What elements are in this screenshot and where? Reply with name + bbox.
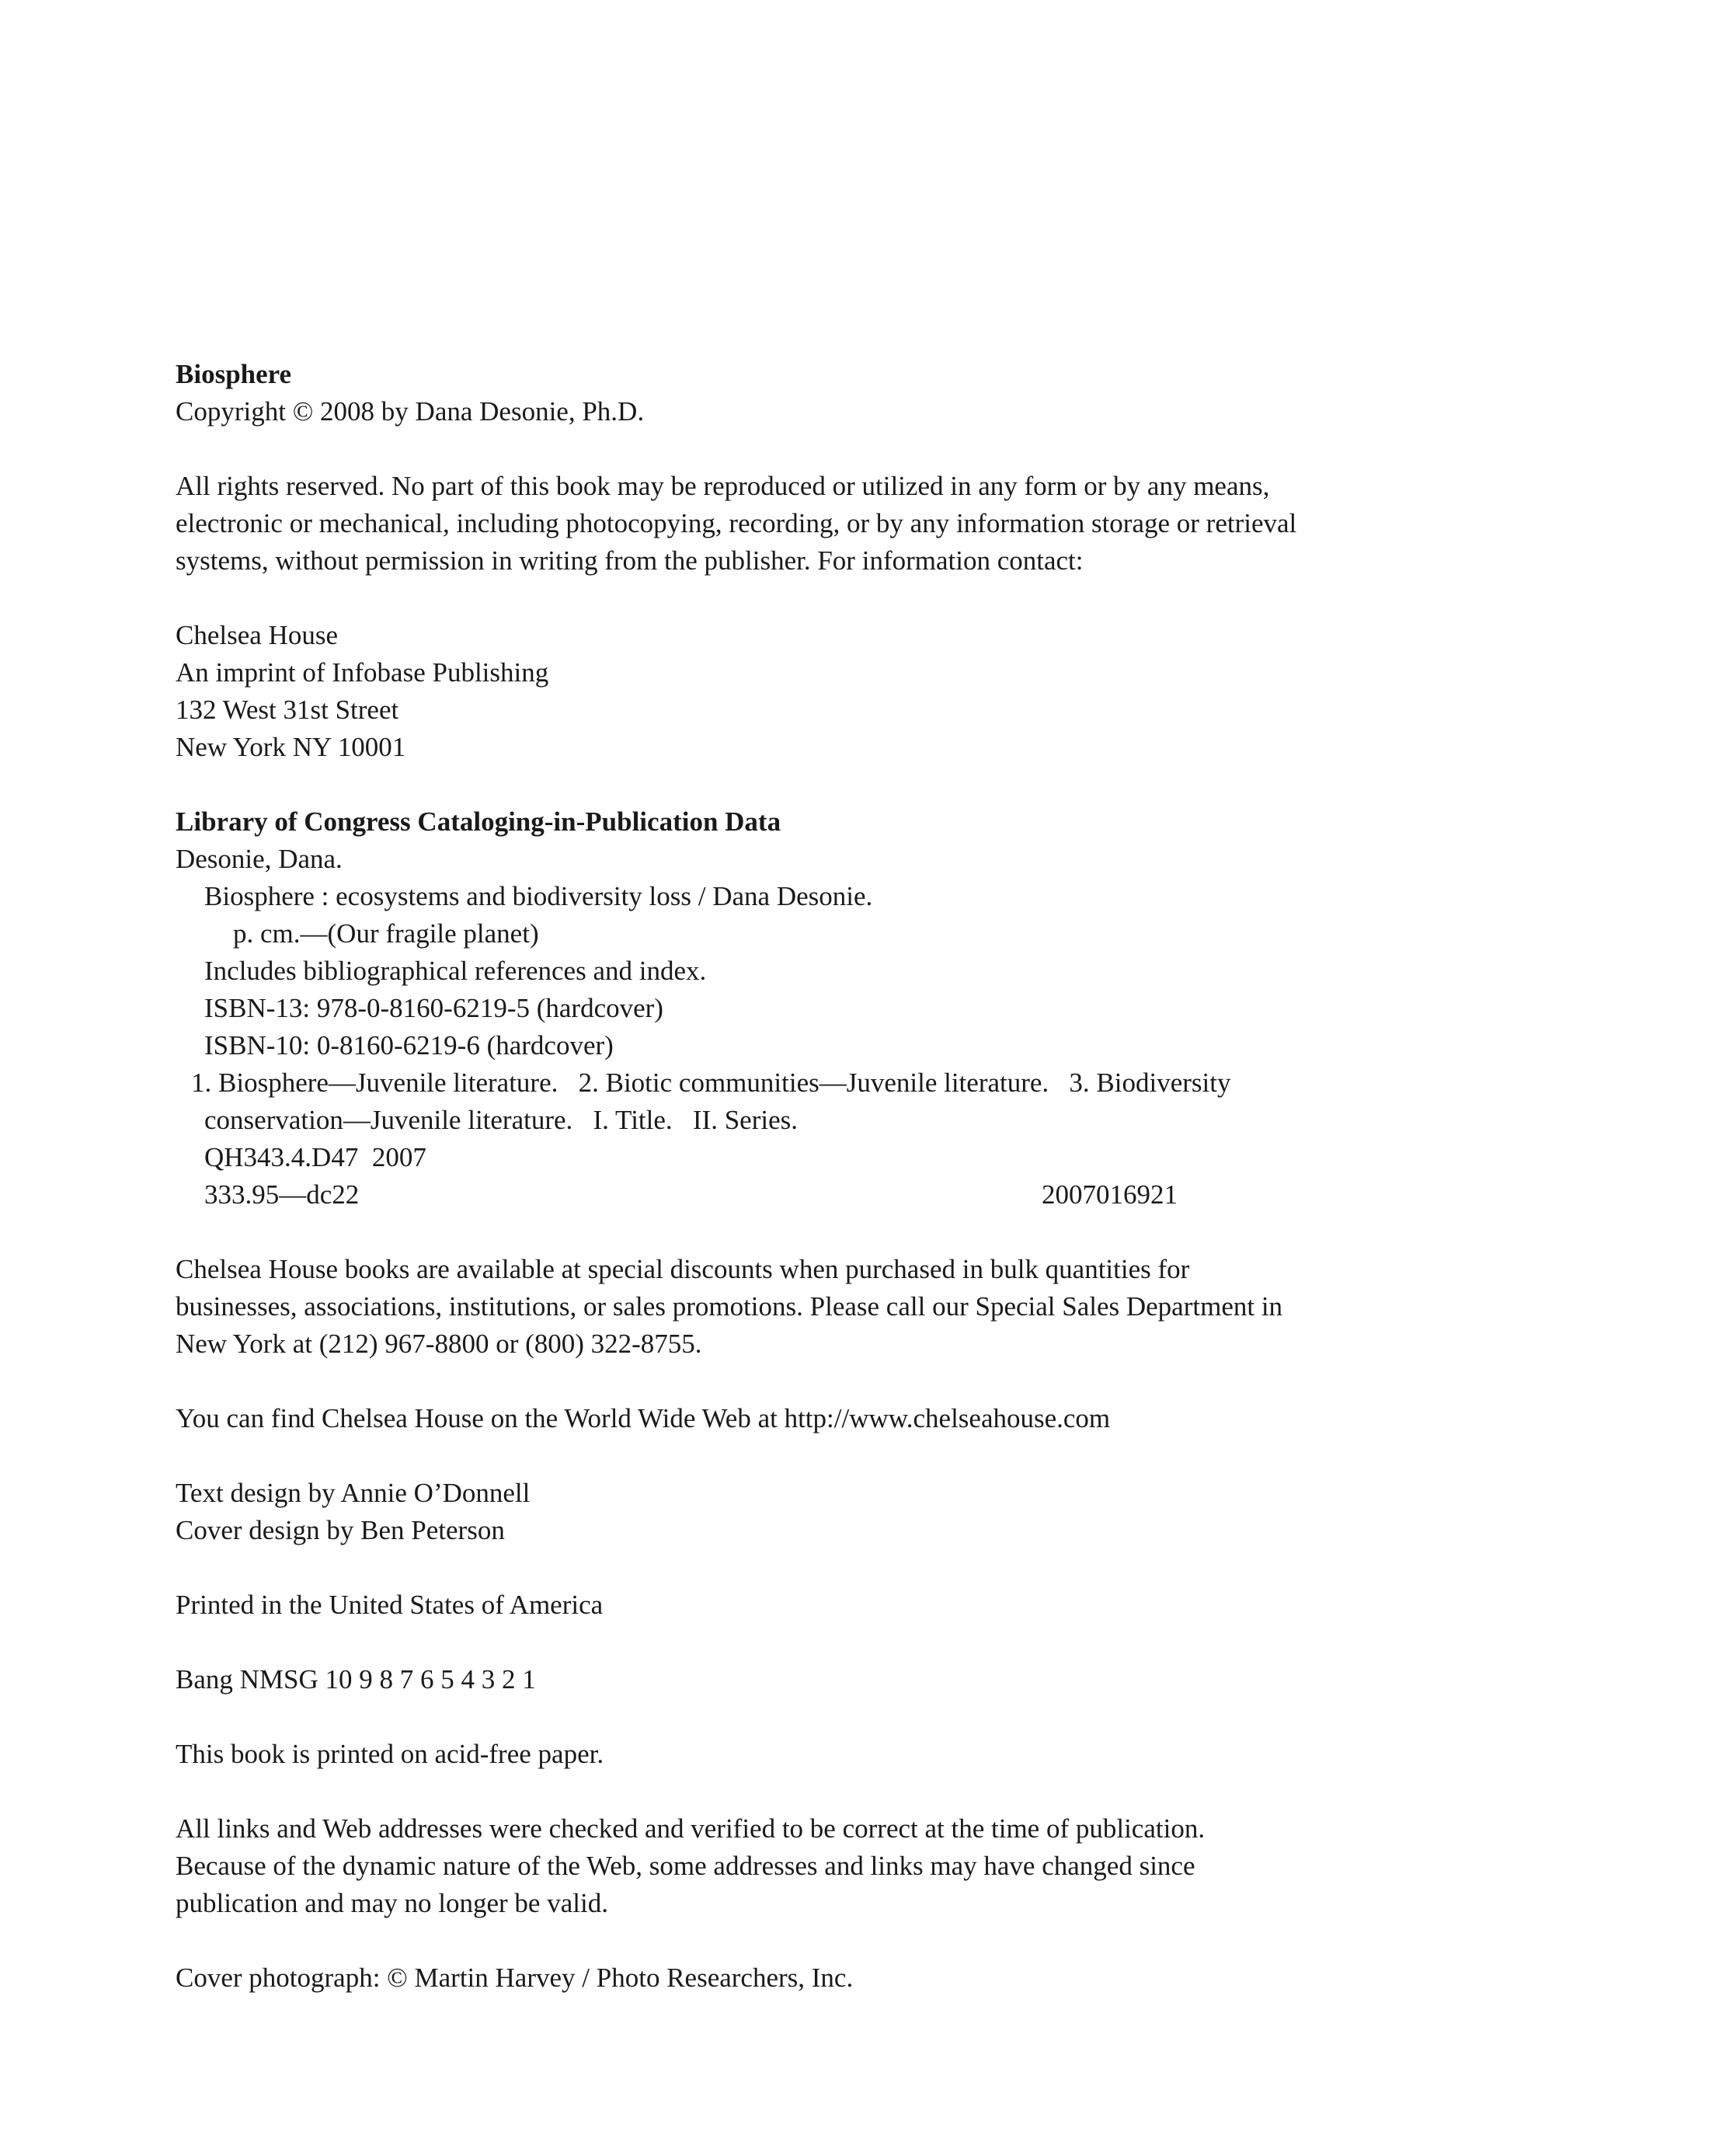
paper-note: This book is printed on acid-free paper. bbox=[176, 1739, 604, 1769]
cip-physical: p. cm.—(Our fragile planet) bbox=[233, 918, 539, 949]
rights-line: systems, without permission in writing from the publisher. For information contact: bbox=[176, 545, 1084, 576]
publisher-name: Chelsea House bbox=[176, 620, 338, 650]
spacer bbox=[176, 580, 1387, 617]
printed-in: Printed in the United States of America bbox=[176, 1590, 604, 1620]
spacer bbox=[176, 1437, 1387, 1475]
sales-line: Chelsea House books are available at special discounts when purchased in bulk quantities for bbox=[176, 1254, 1190, 1284]
printer-line: Bang NMSG 10 9 8 7 6 5 4 3 2 1 bbox=[176, 1664, 536, 1694]
spacer bbox=[176, 1363, 1387, 1400]
cover-photo-credit: Cover photograph: © Martin Harvey / Photo Researchers, Inc. bbox=[176, 1963, 854, 1993]
links-note: publication and may no longer be valid. bbox=[176, 1888, 608, 1918]
cip-dewey: 333.95—dc22 bbox=[204, 1179, 360, 1210]
spacer bbox=[176, 1698, 1387, 1736]
cip-dewey-row bbox=[176, 1176, 1178, 1214]
publisher-street: 132 West 31st Street bbox=[176, 695, 399, 725]
spacer bbox=[176, 1773, 1387, 1810]
cip-lc-class: QH343.4.D47 2007 bbox=[204, 1142, 426, 1172]
cip-title: Biosphere : ecosystems and biodiversity loss / Dana Desonie. bbox=[204, 881, 873, 911]
cip-notes: Includes bibliographical references and index. bbox=[204, 956, 707, 986]
spacer bbox=[176, 766, 1387, 803]
spacer bbox=[176, 1624, 1387, 1661]
cip-subjects: 1. Biosphere—Juvenile literature. 2. Biotic communities—Juvenile literature. 3. Biodiversity bbox=[191, 1068, 1231, 1098]
publisher-city: New York NY 10001 bbox=[176, 732, 406, 762]
spacer bbox=[176, 1549, 1387, 1587]
spacer bbox=[176, 1214, 1387, 1251]
cip-isbn13: ISBN-13: 978-0-8160-6219-5 (hardcover) bbox=[204, 993, 663, 1023]
cip-lccn: 2007016921 bbox=[1042, 1179, 1178, 1210]
links-note: Because of the dynamic nature of the Web, some addresses and links may have changed since bbox=[176, 1851, 1195, 1881]
cip-author: Desonie, Dana. bbox=[176, 844, 343, 874]
cip-isbn10: ISBN-10: 0-8160-6219-6 (hardcover) bbox=[204, 1030, 614, 1061]
copyright-line: Copyright © 2008 by Dana Desonie, Ph.D. bbox=[176, 396, 645, 427]
sales-line: New York at (212) 967-8800 or (800) 322-8755. bbox=[176, 1329, 702, 1359]
spacer bbox=[176, 1922, 1387, 1959]
publisher-imprint: An imprint of Infobase Publishing bbox=[176, 657, 549, 688]
rights-line: electronic or mechanical, including photocopying, recording, or by any information storage or retrieval bbox=[176, 508, 1297, 538]
rights-line: All rights reserved. No part of this book may be reproduced or utilized in any form or by any means, bbox=[176, 471, 1270, 501]
cip-subjects-cont: conservation—Juvenile literature. I. Title. II. Series. bbox=[204, 1105, 799, 1135]
cover-design-credit: Cover design by Ben Peterson bbox=[176, 1515, 505, 1545]
copyright-page bbox=[176, 356, 1387, 1997]
links-note: All links and Web addresses were checked and verified to be correct at the time of publication. bbox=[176, 1813, 1206, 1844]
book-title: Biosphere bbox=[176, 359, 292, 389]
sales-line: businesses, associations, institutions, or sales promotions. Please call our Special Sales Department in bbox=[176, 1291, 1283, 1322]
spacer bbox=[176, 430, 1387, 468]
web-line: You can find Chelsea House on the World Wide Web at http://www.chelseahouse.com bbox=[176, 1403, 1111, 1433]
cip-heading: Library of Congress Cataloging-in-Publication Data bbox=[176, 806, 781, 837]
text-design-credit: Text design by Annie O’Donnell bbox=[176, 1478, 531, 1508]
